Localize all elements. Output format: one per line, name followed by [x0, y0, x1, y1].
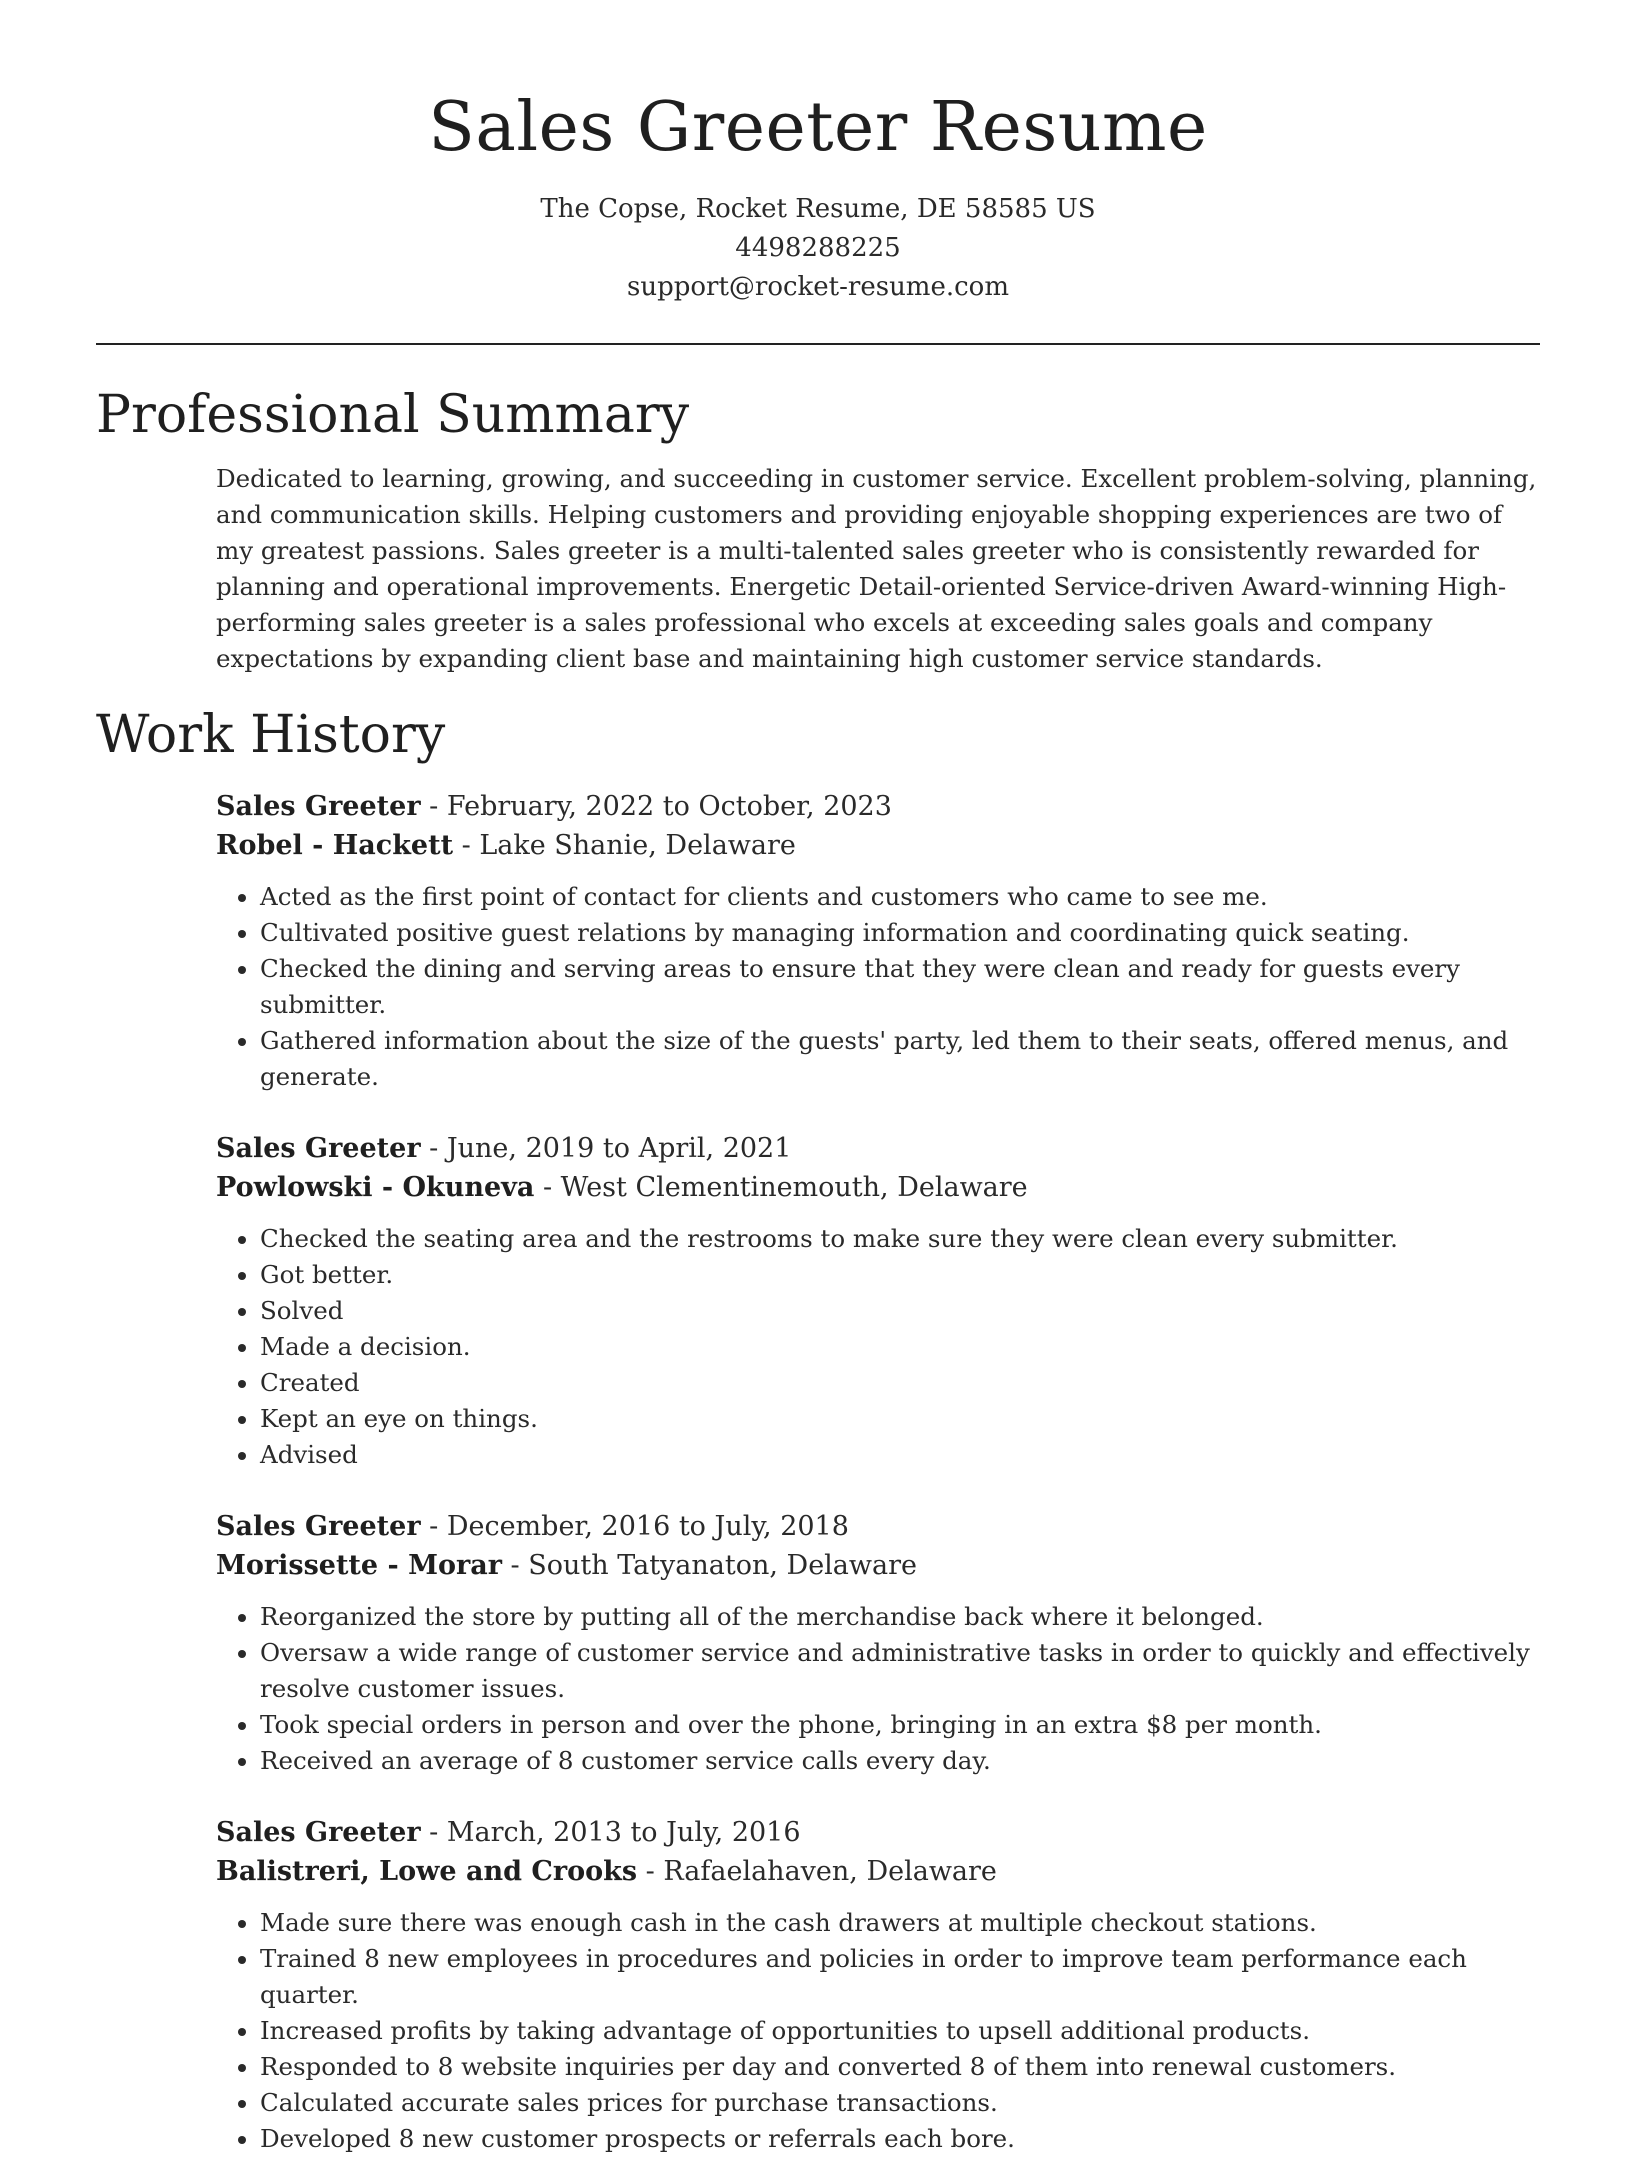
job-company: Robel - Hackett [216, 830, 454, 861]
job-bullet: • Calculated accurate sales prices for purchase transactions. [260, 2085, 1540, 2121]
job-dates: - June, 2019 to April, 2021 [420, 1133, 792, 1164]
job-entry [216, 1813, 1540, 2157]
job-bullet: • Solved [260, 1293, 1540, 1329]
summary-heading: Professional Summary [96, 385, 690, 445]
job-location: - West Clementinemouth, Delaware [534, 1172, 1028, 1203]
job-dates: - February, 2022 to October, 2023 [420, 791, 892, 822]
job-bullet: • Received an average of 8 customer service calls every day. [260, 1743, 1540, 1779]
job-bullets [216, 879, 1540, 1095]
job-role: Sales Greeter [216, 791, 421, 822]
job-entry [216, 1507, 1540, 1779]
job-bullet: • Took special orders in person and over the phone, bringing in an extra $8 per month. [260, 1707, 1540, 1743]
job-bullet: • Created [260, 1365, 1540, 1401]
job-entry [216, 1129, 1540, 1473]
job-bullet: • Advised [260, 1437, 1540, 1473]
job-bullet: • Oversaw a wide range of customer service and administrative tasks in order to quickly and effectively resolve customer issues. [260, 1635, 1540, 1707]
job-bullet: • Developed 8 new customer prospects or referrals each bore. [260, 2121, 1540, 2157]
job-role-line [216, 1129, 1540, 1168]
contact-address: The Copse, Rocket Resume, DE 58585 US [540, 194, 1096, 224]
job-company-line [216, 1852, 1540, 1891]
job-bullet: • Responded to 8 website inquiries per day and converted 8 of them into renewal customers. [260, 2049, 1540, 2085]
summary-text: Dedicated to learning, growing, and succeeding in customer service. Excellent problem-solving, planning, and communication skills. Helping customers and providing enjoyable shopping experiences are two of my greatest passions. Sales greeter is a multi-talented sales greeter who is consistently rewarded for planning and operational improvements. Energetic Detail-oriented Service-driven Award-winning High-performing sales greeter is a sales professional who excels at exceeding sales goals and company expectations by expanding client base and maintaining high customer service standards. [216, 464, 1537, 673]
job-company-line [216, 1168, 1540, 1207]
job-role-line [216, 1813, 1540, 1852]
job-company: Powlowski - Okuneva [216, 1172, 535, 1203]
job-bullet: • Increased profits by taking advantage of opportunities to upsell additional products. [260, 2013, 1540, 2049]
job-entry [216, 787, 1540, 1095]
job-dates: - March, 2013 to July, 2016 [420, 1817, 801, 1848]
contact-phone: 4498288225 [735, 233, 901, 263]
job-bullet: • Made a decision. [260, 1329, 1540, 1365]
job-company-line [216, 1546, 1540, 1585]
job-role: Sales Greeter [216, 1133, 421, 1164]
job-company: Balistreri, Lowe and Crooks [216, 1856, 638, 1887]
resume-title: Sales Greeter Resume [428, 88, 1208, 167]
job-role-line [216, 1507, 1540, 1546]
job-bullet: • Cultivated positive guest relations by managing information and coordinating quick seating. [260, 915, 1540, 951]
job-bullets [216, 1221, 1540, 1473]
job-bullet: • Acted as the first point of contact for clients and customers who came to see me. [260, 879, 1540, 915]
job-location: - Lake Shanie, Delaware [453, 830, 796, 861]
job-bullet: • Gathered information about the size of the guests' party, led them to their seats, offered menus, and generate. [260, 1023, 1540, 1095]
job-location: - South Tatyanaton, Delaware [501, 1550, 917, 1581]
job-role-line [216, 787, 1540, 826]
work-history-heading: Work History [96, 705, 446, 765]
job-bullets [216, 1599, 1540, 1779]
job-location: - Rafaelahaven, Delaware [637, 1856, 997, 1887]
contact-block [96, 190, 1540, 307]
job-role: Sales Greeter [216, 1511, 421, 1542]
resume-page [96, 0, 1540, 2157]
job-bullet: • Made sure there was enough cash in the cash drawers at multiple checkout stations. [260, 1905, 1540, 1941]
job-bullets [216, 1905, 1540, 2157]
job-bullet: • Trained 8 new employees in procedures and policies in order to improve team performance each quarter. [260, 1941, 1540, 2013]
job-bullet: • Checked the seating area and the restrooms to make sure they were clean every submitter. [260, 1221, 1540, 1257]
job-list [216, 787, 1540, 2157]
header-divider [96, 343, 1540, 345]
job-bullet: • Checked the dining and serving areas to ensure that they were clean and ready for guests every submitter. [260, 951, 1540, 1023]
contact-email: support@rocket-resume.com [626, 272, 1009, 302]
job-bullet: • Kept an eye on things. [260, 1401, 1540, 1437]
job-company-line [216, 826, 1540, 865]
job-dates: - December, 2016 to July, 2018 [420, 1511, 849, 1542]
job-bullet: • Reorganized the store by putting all of the merchandise back where it belonged. [260, 1599, 1540, 1635]
job-role: Sales Greeter [216, 1817, 421, 1848]
job-bullet: • Got better. [260, 1257, 1540, 1293]
job-company: Morissette - Morar [216, 1550, 502, 1581]
